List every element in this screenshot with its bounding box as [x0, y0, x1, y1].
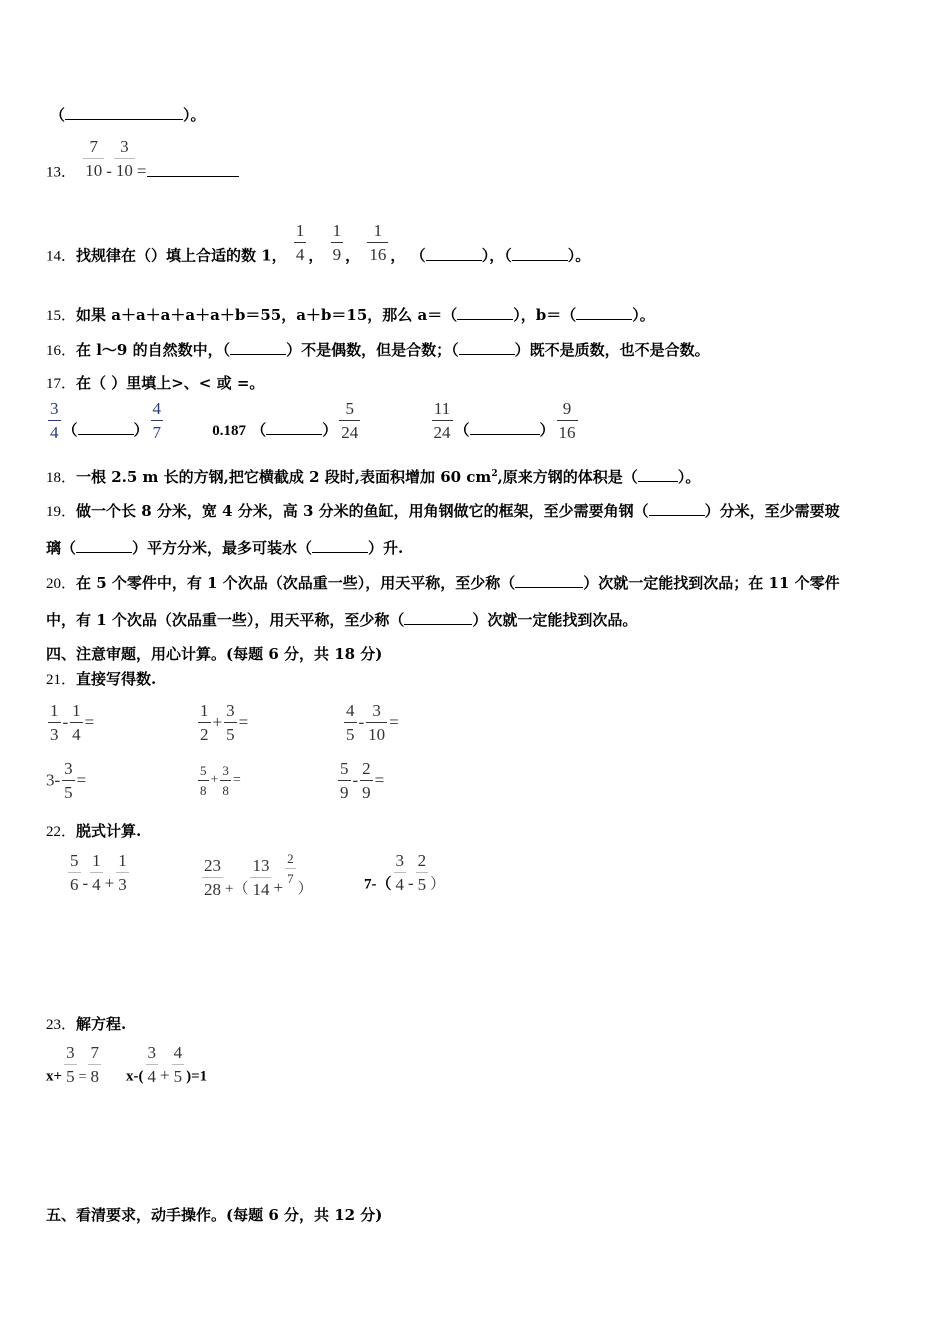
fraction: $\frac{3}{10}$ [115, 137, 133, 180]
question-20: 20．在 5 个零件中，有 1 个次品（次品重一些），用天平称，至少称（ ）次就一定能找到次品；在 11 个零件 [46, 574, 840, 592]
comparison-3: $\frac{11}{24}$ （ ） $\frac{9}{16}$ [433, 399, 576, 442]
comparison-1: $\frac{3}{4}$ （ ） $\frac{4}{7}$ [50, 399, 162, 442]
mental-math-6: $\frac{5}{9}$ - $\frac{2}{9}$ = [340, 759, 385, 802]
answer-blank[interactable] [78, 422, 134, 435]
answer-blank[interactable] [147, 164, 239, 177]
fraction: $\frac{1}{9}$ [332, 221, 342, 264]
section-4-heading: 四、注意审题，用心计算。(每题 6 分，共 18 分) [46, 645, 383, 663]
question-21: 21．直接写得数. [46, 670, 157, 688]
answer-blank[interactable] [576, 307, 632, 320]
question-19-line2: 璃（ ）平方分米，最多可装水（ ）升. [46, 539, 404, 557]
step-calc-3: 7-（ $\frac{3}{4}$ - $\frac{2}{5}$ ） [364, 851, 446, 894]
answer-blank[interactable] [512, 248, 568, 261]
fraction: $\frac{1}{16}$ [369, 221, 387, 264]
comparison-2: 0.187 （ ） $\frac{5}{24}$ [212, 399, 359, 442]
answer-blank[interactable] [459, 342, 515, 355]
answer-blank[interactable] [515, 575, 583, 588]
step-calc-2: $\frac{23}{28}$ +（ $\frac{13}{14}$ + $\frac{2}{7}$ ） [204, 851, 313, 899]
question-18: 18．一根 2.5 m 长的方钢,把它横截成 2 段时,表面积增加 60 $cm^2$,原来方钢的体积是（ ）。 [46, 468, 701, 486]
question-20-line2: 中，有 1 个次品（次品重一些），用天平称，至少称（ ）次就一定能找到次品。 [46, 611, 638, 629]
answer-blank[interactable] [457, 307, 513, 320]
fraction: $\frac{1}{4}$ [295, 221, 305, 264]
question-22: 22．脱式计算. [46, 822, 142, 840]
section-5-heading: 五、看清要求，动手操作。(每题 6 分，共 12 分) [46, 1206, 383, 1224]
question-19: 19．做一个长 8 分米，宽 4 分米，高 3 分米的鱼缸，用角钢做它的框架，至少需要角钢（ ）分米，至少需要玻 [46, 502, 840, 520]
answer-blank[interactable] [266, 422, 322, 435]
step-calc-1: $\frac{5}{6}$ - $\frac{1}{4}$ + $\frac{1}{3}$ [70, 851, 127, 894]
answer-blank[interactable] [230, 342, 286, 355]
question-17: 17．在（ ）里填上>、< 或 =。 [46, 374, 265, 392]
answer-blank-line: （ ）。 [50, 106, 206, 124]
mental-math-2: $\frac{1}{2}$ + $\frac{3}{5}$ = [200, 701, 249, 744]
mental-math-1: $\frac{1}{3}$ - $\frac{1}{4}$ = [50, 701, 95, 744]
equation-2: x-( $\frac{3}{4}$ + $\frac{4}{5}$ )=1 [126, 1043, 208, 1086]
answer-blank[interactable] [638, 469, 678, 482]
question-14: 14．找规律在（）填上合适的数 1， $\frac{1}{4}$ ， $\frac{1}{9}$ ， $\frac{1}{16}$ ， （ ），（ ）。 [46, 221, 591, 265]
mental-math-3: $\frac{4}{5}$ - $\frac{3}{10}$ = [346, 701, 399, 744]
equation-1: x+ $\frac{3}{5}$ = $\frac{7}{8}$ [46, 1043, 99, 1086]
question-16: 16．在 l～9 的自然数中，（ ）不是偶数，但是合数；（ ）既不是质数，也不是合数。 [46, 341, 710, 359]
question-13: 13． $\frac{7}{10}$ - $\frac{3}{10}$ = [46, 138, 239, 182]
answer-blank[interactable] [65, 107, 183, 120]
answer-blank[interactable] [426, 248, 482, 261]
answer-blank[interactable] [312, 540, 368, 553]
answer-blank[interactable] [470, 422, 540, 435]
question-15: 15．如果 a＋a＋a＋a＋a＋b＝55，a＋b＝15，那么 a＝（ ），b＝（ ）。 [46, 306, 655, 324]
answer-blank[interactable] [649, 503, 705, 516]
answer-blank[interactable] [404, 612, 472, 625]
question-23: 23．解方程. [46, 1015, 127, 1033]
mental-math-4: 3- $\frac{3}{5}$ = [46, 759, 87, 802]
question-17-comparisons [46, 400, 580, 441]
answer-blank[interactable] [76, 540, 132, 553]
fraction: $\frac{7}{10}$ [85, 137, 103, 180]
mental-math-5: $\frac{5}{8}$ + $\frac{3}{8}$ = [200, 763, 241, 798]
